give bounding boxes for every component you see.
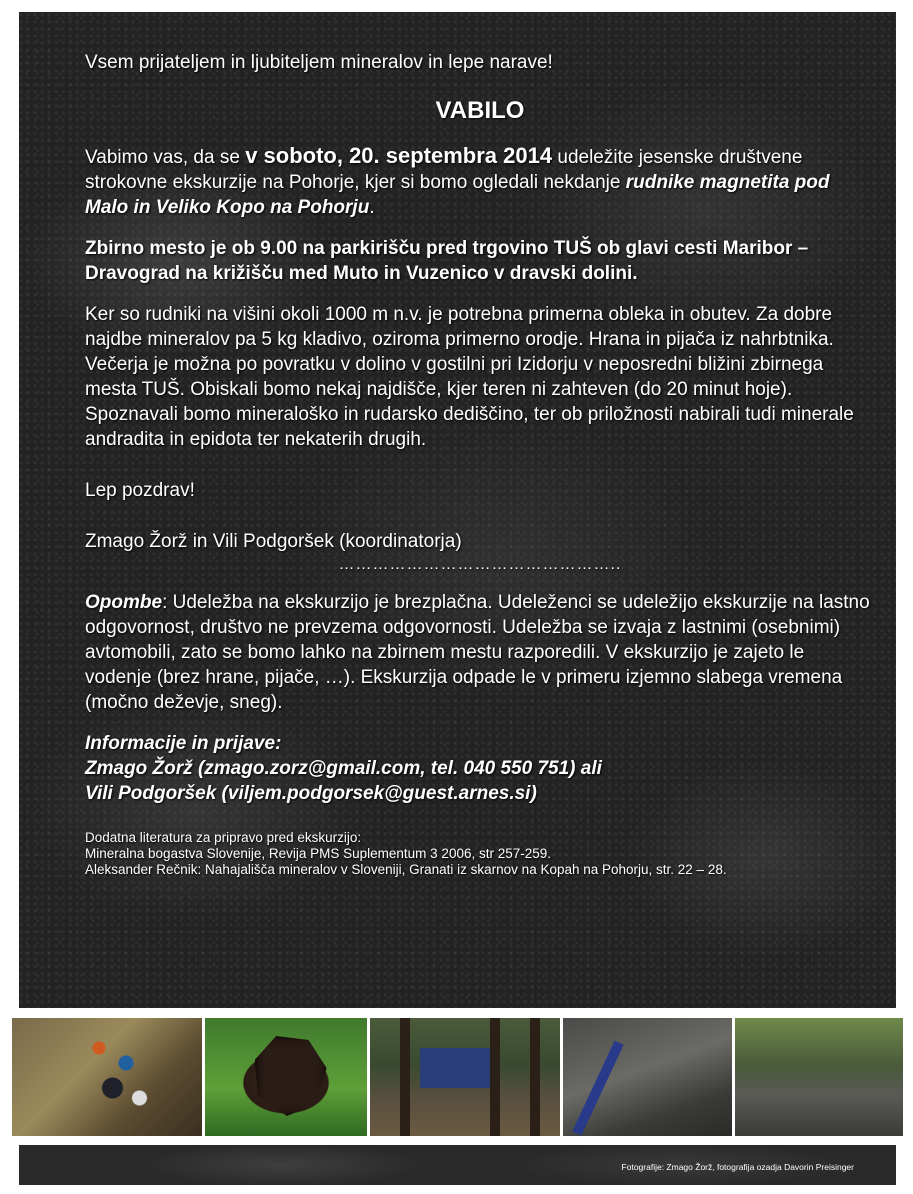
intro-text-2: udeležite jesenske društvene strokovne ekskurzije na Pohorje, kjer si bomo ogledali nekdanje: [85, 147, 803, 193]
contact-line-1: Zmago Žorž (zmago.zorz@gmail.com, tel. 040 550 751) ali: [85, 758, 602, 779]
farewell: Lep pozdrav!: [85, 480, 195, 501]
photo-forest-machine: [370, 1018, 560, 1136]
notes-text: : Udeležba na ekskurzijo je brezplačna. Udeleženci se udeležijo ekskurzije na lastno odgovornost, društvo ne prevzema odgovornosti. Udeležba se izvaja z lastnimi (osebnimi) avtomobili, zato se bomo lahko na zbirnem mestu razporedili. V ekskurzijo je zajeto le vodenje (brez hrane, pijače, …). Ekskurzija odpade le v primeru izjemno slabega vremena (močno deževje, sneg).: [85, 592, 870, 713]
garnet-crystal-shape: [255, 1036, 327, 1116]
tree-trunk: [490, 1018, 500, 1136]
machine-shape: [420, 1048, 490, 1088]
invitation-content: [85, 50, 875, 878]
hikers-figures: [72, 1028, 162, 1128]
notes-label: Opombe: [85, 592, 163, 613]
literature-item-1: Mineralna bogastva Slovenije, Revija PMS Suplementum 3 2006, str 257-259.: [85, 846, 552, 861]
separator: …………………………………………..: [338, 556, 622, 573]
intro-text-3: .: [369, 197, 375, 218]
photo-credit: Fotografije: Zmago Žorž, fotografija ozadja Davorin Preisinger: [621, 1162, 854, 1172]
photo-strip: [12, 1018, 903, 1136]
photo-rock-hammer: [563, 1018, 733, 1136]
meeting-point: Zbirno mesto je ob 9.00 na parkirišču pred trgovino TUŠ ob glavi cesti Maribor – Dravograd na križišču med Muto in Vuzenico v dravski dolini.: [85, 238, 809, 284]
intro-text-1: Vabimo vas, da se: [85, 147, 246, 168]
intro-paragraph: [85, 143, 875, 220]
hammer-shape: [572, 1041, 623, 1136]
invitation-panel: [19, 12, 896, 1008]
tree-trunk: [400, 1018, 410, 1136]
photo-quarry: [735, 1018, 903, 1136]
photo-garnet-crystal: [205, 1018, 368, 1136]
details-paragraph: Ker so rudniki na višini okoli 1000 m n.v. je potrebna primerna obleka in obutev. Za dobre najdbe mineralov pa 5 kg kladivo, oziroma primerno orodje. Hrana in pijača iz nahrbtnika. Večerja je možna po povratku v dolino v gostilni pri Izidorju v neposredni bližini zbirnega mesta TUŠ. Obiskali bomo nekaj najdišče, kjer teren ni zahteven (do 20 minut hoje). Spoznavali bomo mineraloško in rudarsko dediščino, ter ob priložnosti nabirali tudi minerale andradita in epidota ter nekaterih drugih.: [85, 304, 854, 450]
contacts-heading: Informacije in prijave:: [85, 733, 282, 754]
tree-trunk: [530, 1018, 540, 1136]
literature: [85, 830, 875, 878]
literature-heading: Dodatna literatura za pripravo pred ekskurzijo:: [85, 830, 362, 845]
mines-name: rudnike magnetita pod Malo in Veliko Kopo na Pohorju: [85, 172, 830, 218]
contacts: [85, 731, 875, 806]
photo-group-hikers: [12, 1018, 202, 1136]
event-date: v soboto, 20. septembra 2014: [245, 143, 553, 168]
greeting: Vsem prijateljem in ljubiteljem mineralov in lepe narave!: [85, 52, 553, 73]
page-title: VABILO: [435, 97, 525, 124]
coordinators: Zmago Žorž in Vili Podgoršek (koordinatorja): [85, 531, 462, 552]
notes-paragraph: [85, 590, 875, 715]
literature-item-2: Aleksander Rečnik: Nahajališča mineralov v Sloveniji, Granati iz skarnov na Kopah na Pohorju, str. 22 – 28.: [85, 862, 727, 877]
footer-bar: [19, 1145, 896, 1185]
contact-line-2: Vili Podgoršek (viljem.podgorsek@guest.arnes.si): [85, 783, 537, 804]
